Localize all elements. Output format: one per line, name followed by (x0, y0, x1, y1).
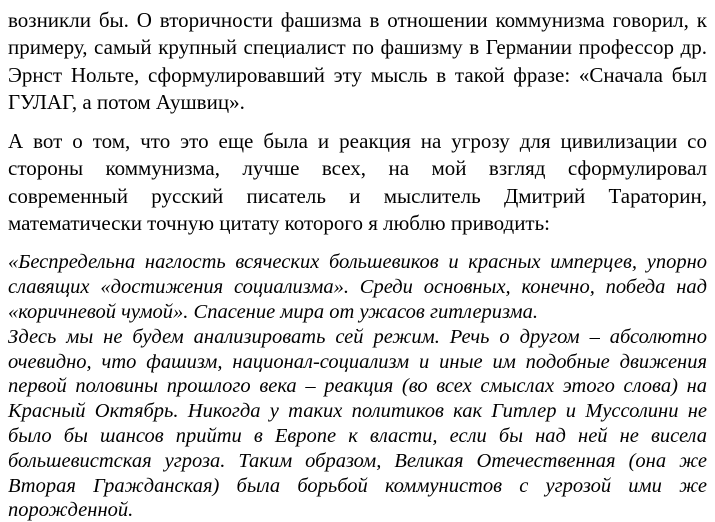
paragraph-fascism-secondary: возникли бы. О вторичности фашизма в отношении коммунизма говорил, к примеру, самый крупный специалист по фашизму в Германии профессор др. Эрнст Нольте, сформулировавший эту мысль в такой фразе: «Сначала был ГУЛАГ, а потом Аушвиц». (8, 8, 707, 114)
quote-paragraph-1: «Беспредельна наглость всяческих большевиков и красных имперцев, упорно славящих «достижения социализма». Среди основных, конечно, победа над «коричневой чумой». Спасение мира от ужасов гитлеризма. (8, 251, 707, 323)
paragraph-taratorin-intro: А вот о том, что это еще была и реакция на угрозу для цивилизации со стороны коммунизма, лучше всех, на мой взгляд сформулировал современный русский писатель и мыслитель Дмитрий Тараторин, математически точную цитату которого я люблю приводить: (8, 129, 707, 236)
quote-paragraph-2: Здесь мы не будем анализировать сей режим. Речь о другом – абсолютно очевидно, что фашизм, национал-социализм и иные им подобные движения первой половины прошлого века – реакция (во всех смыслах этого слова) на Красный Октябрь. Никогда у таких политиков как Гитлер и Муссолини не было бы шансов прийти в Европе к власти, если бы над ней не висела большевистская угроза. Таким образом, Великая Отечественная (она же Вторая Гражданская) была борьбой коммунистов с угрозой ими же порожденной. (8, 325, 707, 522)
